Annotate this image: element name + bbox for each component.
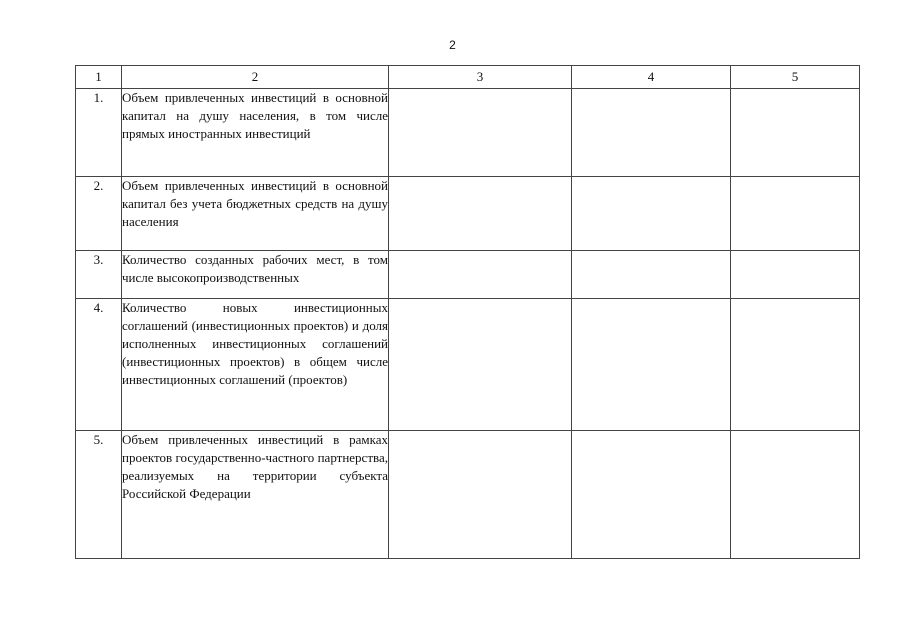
empty-cell: [731, 177, 860, 251]
indicator-name: Количество созданных рабочих мест, в том числе высокопроизводственных: [122, 251, 389, 299]
table-row: [76, 89, 860, 177]
indicator-name: Объем привлеченных инвестиций в основной капитал без учета бюджетных средств на душу населения: [122, 177, 389, 251]
row-number: 1.: [76, 89, 122, 177]
empty-cell: [731, 251, 860, 299]
empty-cell: [572, 89, 731, 177]
column-header: 4: [572, 66, 731, 89]
empty-cell: [731, 89, 860, 177]
indicator-name: Количество новых инвестиционных соглашений (инвестиционных проектов) и доля исполненных инвестиционных соглашений (инвестиционных проектов) в общем числе инвестиционных соглашений (проектов): [122, 299, 389, 431]
row-number: 4.: [76, 299, 122, 431]
table-row: [76, 431, 860, 559]
header-row: [76, 66, 860, 89]
indicator-name: Объем привлеченных инвестиций в основной капитал на душу населения, в том числе прямых иностранных инвестиций: [122, 89, 389, 177]
empty-cell: [389, 89, 572, 177]
indicators-table: [75, 65, 860, 559]
empty-cell: [572, 251, 731, 299]
row-number: 3.: [76, 251, 122, 299]
empty-cell: [572, 177, 731, 251]
indicator-name: Объем привлеченных инвестиций в рамках проектов государственно-частного партнерства, реализуемых на территории субъекта Российской Федерации: [122, 431, 389, 559]
empty-cell: [389, 431, 572, 559]
empty-cell: [731, 431, 860, 559]
column-header: 3: [389, 66, 572, 89]
column-header: 1: [76, 66, 122, 89]
table-row: [76, 177, 860, 251]
table-row: [76, 299, 860, 431]
column-header: 2: [122, 66, 389, 89]
empty-cell: [389, 251, 572, 299]
table-row: [76, 251, 860, 299]
empty-cell: [389, 177, 572, 251]
column-header: 5: [731, 66, 860, 89]
empty-cell: [731, 299, 860, 431]
row-number: 5.: [76, 431, 122, 559]
empty-cell: [389, 299, 572, 431]
empty-cell: [572, 299, 731, 431]
page-number: 2: [449, 38, 456, 52]
empty-cell: [572, 431, 731, 559]
row-number: 2.: [76, 177, 122, 251]
